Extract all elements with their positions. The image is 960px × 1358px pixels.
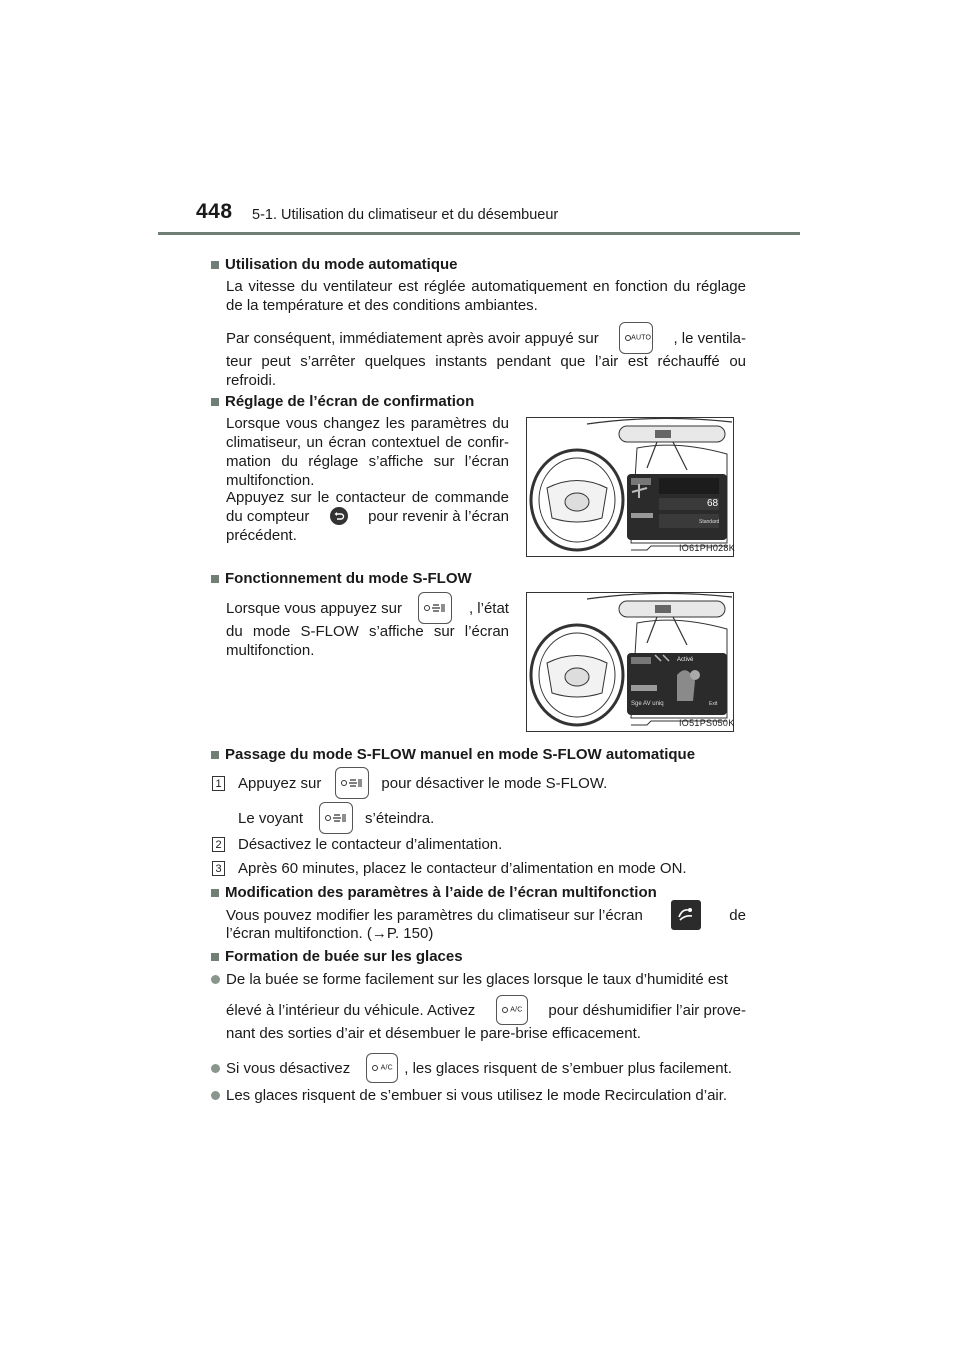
screen-exit: Exit [709, 701, 718, 707]
step-1-indicator: Le voyant s’éteindra. [238, 802, 434, 834]
dashboard-illustration [527, 593, 733, 731]
paragraph: l’écran multifonction. (→P. 150) [226, 925, 434, 942]
step-number: 2 [212, 837, 225, 852]
step-number: 1 [212, 776, 225, 791]
paragraph: du compteur pour revenir à l’écran [226, 507, 509, 525]
step-1: 1 Appuyez sur pour désactiver le mode S-FLOW. [212, 767, 607, 799]
section-heading-fogging: Formation de buée sur les glaces [211, 948, 463, 965]
figure-caption: IO61PH028K [679, 543, 736, 553]
section-heading-multifunction: Modification des paramètres à l’aide de l’écran multifonction [211, 884, 657, 901]
section-heading-sflow: Fonctionnement du mode S-FLOW [211, 570, 472, 587]
paragraph: teur peut s’arrêter quelques instants pendant que l’air est réchauffé ou refroidi. [226, 353, 746, 389]
square-bullet-icon [211, 575, 219, 583]
bullet-item: Si vous désactivez A/C , les glaces risquent de s’embuer plus facilement. [211, 1052, 732, 1084]
sflow-indicator-icon [319, 802, 353, 834]
step-number: 3 [212, 861, 225, 876]
step-3: 3 Après 60 minutes, placez le contacteur d’alimentation en mode ON. [212, 860, 687, 877]
ac-button-icon: A/C [366, 1053, 398, 1083]
screen-mode: Standard [699, 519, 720, 525]
section-heading-confirmation-screen: Réglage de l’écran de confirmation [211, 393, 474, 410]
ac-button-icon: A/C [496, 995, 528, 1025]
dashboard-figure-sflow [526, 592, 734, 732]
round-bullet-icon [211, 1091, 220, 1100]
paragraph: Lorsque vous changez les paramètres du climatiseur, un écran contextuel de confir-mation du réglage s’affiche sur l’écran multifonction. [226, 415, 509, 489]
dashboard-figure-confirmation [526, 417, 734, 557]
chapter-title: 5-1. Utilisation du climatiseur et du désembueur [252, 207, 559, 223]
bullet-continuation: élevé à l’intérieur du véhicule. Activez A/C pour déshumidifier l’air prove- [226, 994, 746, 1026]
bullet-item: De la buée se forme facilement sur les glaces lorsque le taux d’humidité est [211, 970, 728, 989]
round-bullet-icon [211, 1064, 220, 1073]
header-rule [158, 232, 800, 235]
auto-button-icon: AUTO [619, 322, 653, 354]
round-bullet-icon [211, 975, 220, 984]
sflow-button-icon [335, 767, 369, 799]
sflow-button-icon [418, 592, 452, 624]
paragraph: Par conséquent, immédiatement après avoir appuyé sur AUTO , le ventila- [226, 322, 746, 354]
paragraph: précédent. [226, 527, 297, 544]
paragraph: Vous pouvez modifier les paramètres du climatiseur sur l’écran de [226, 898, 746, 932]
paragraph: La vitesse du ventilateur est réglée automatiquement en fonction du réglage de la température et des conditions ambiantes. [226, 278, 746, 314]
paragraph: Lorsque vous appuyez sur , l’état [226, 592, 509, 624]
paragraph: Appuyez sur le contacteur de commande [226, 489, 509, 506]
square-bullet-icon [211, 398, 219, 406]
figure-caption: IO51PS050K [679, 718, 735, 728]
square-bullet-icon [211, 751, 219, 759]
screen-label: Sge AV uniq [631, 701, 664, 707]
screen-temperature: 68 [707, 498, 719, 509]
bullet-continuation: nant des sorties d’air et désembuer le pare-brise efficacement. [226, 1025, 641, 1042]
square-bullet-icon [211, 261, 219, 269]
bullet-item: Les glaces risquent de s’embuer si vous utilisez le mode Recirculation d’air. [211, 1086, 727, 1105]
page-number: 448 [196, 200, 233, 223]
section-heading-sflow-manual-to-auto: Passage du mode S-FLOW manuel en mode S-FLOW automatique [211, 746, 695, 763]
dashboard-illustration [527, 418, 736, 556]
square-bullet-icon [211, 889, 219, 897]
back-switch-icon [330, 507, 348, 525]
paragraph: du mode S-FLOW s’affiche sur l’écran multifonction. [226, 623, 509, 659]
section-heading-auto-mode: Utilisation du mode automatique [211, 256, 458, 273]
step-2: 2 Désactivez le contacteur d’alimentation. [212, 836, 502, 853]
square-bullet-icon [211, 953, 219, 961]
screen-status: Activé [677, 657, 694, 663]
